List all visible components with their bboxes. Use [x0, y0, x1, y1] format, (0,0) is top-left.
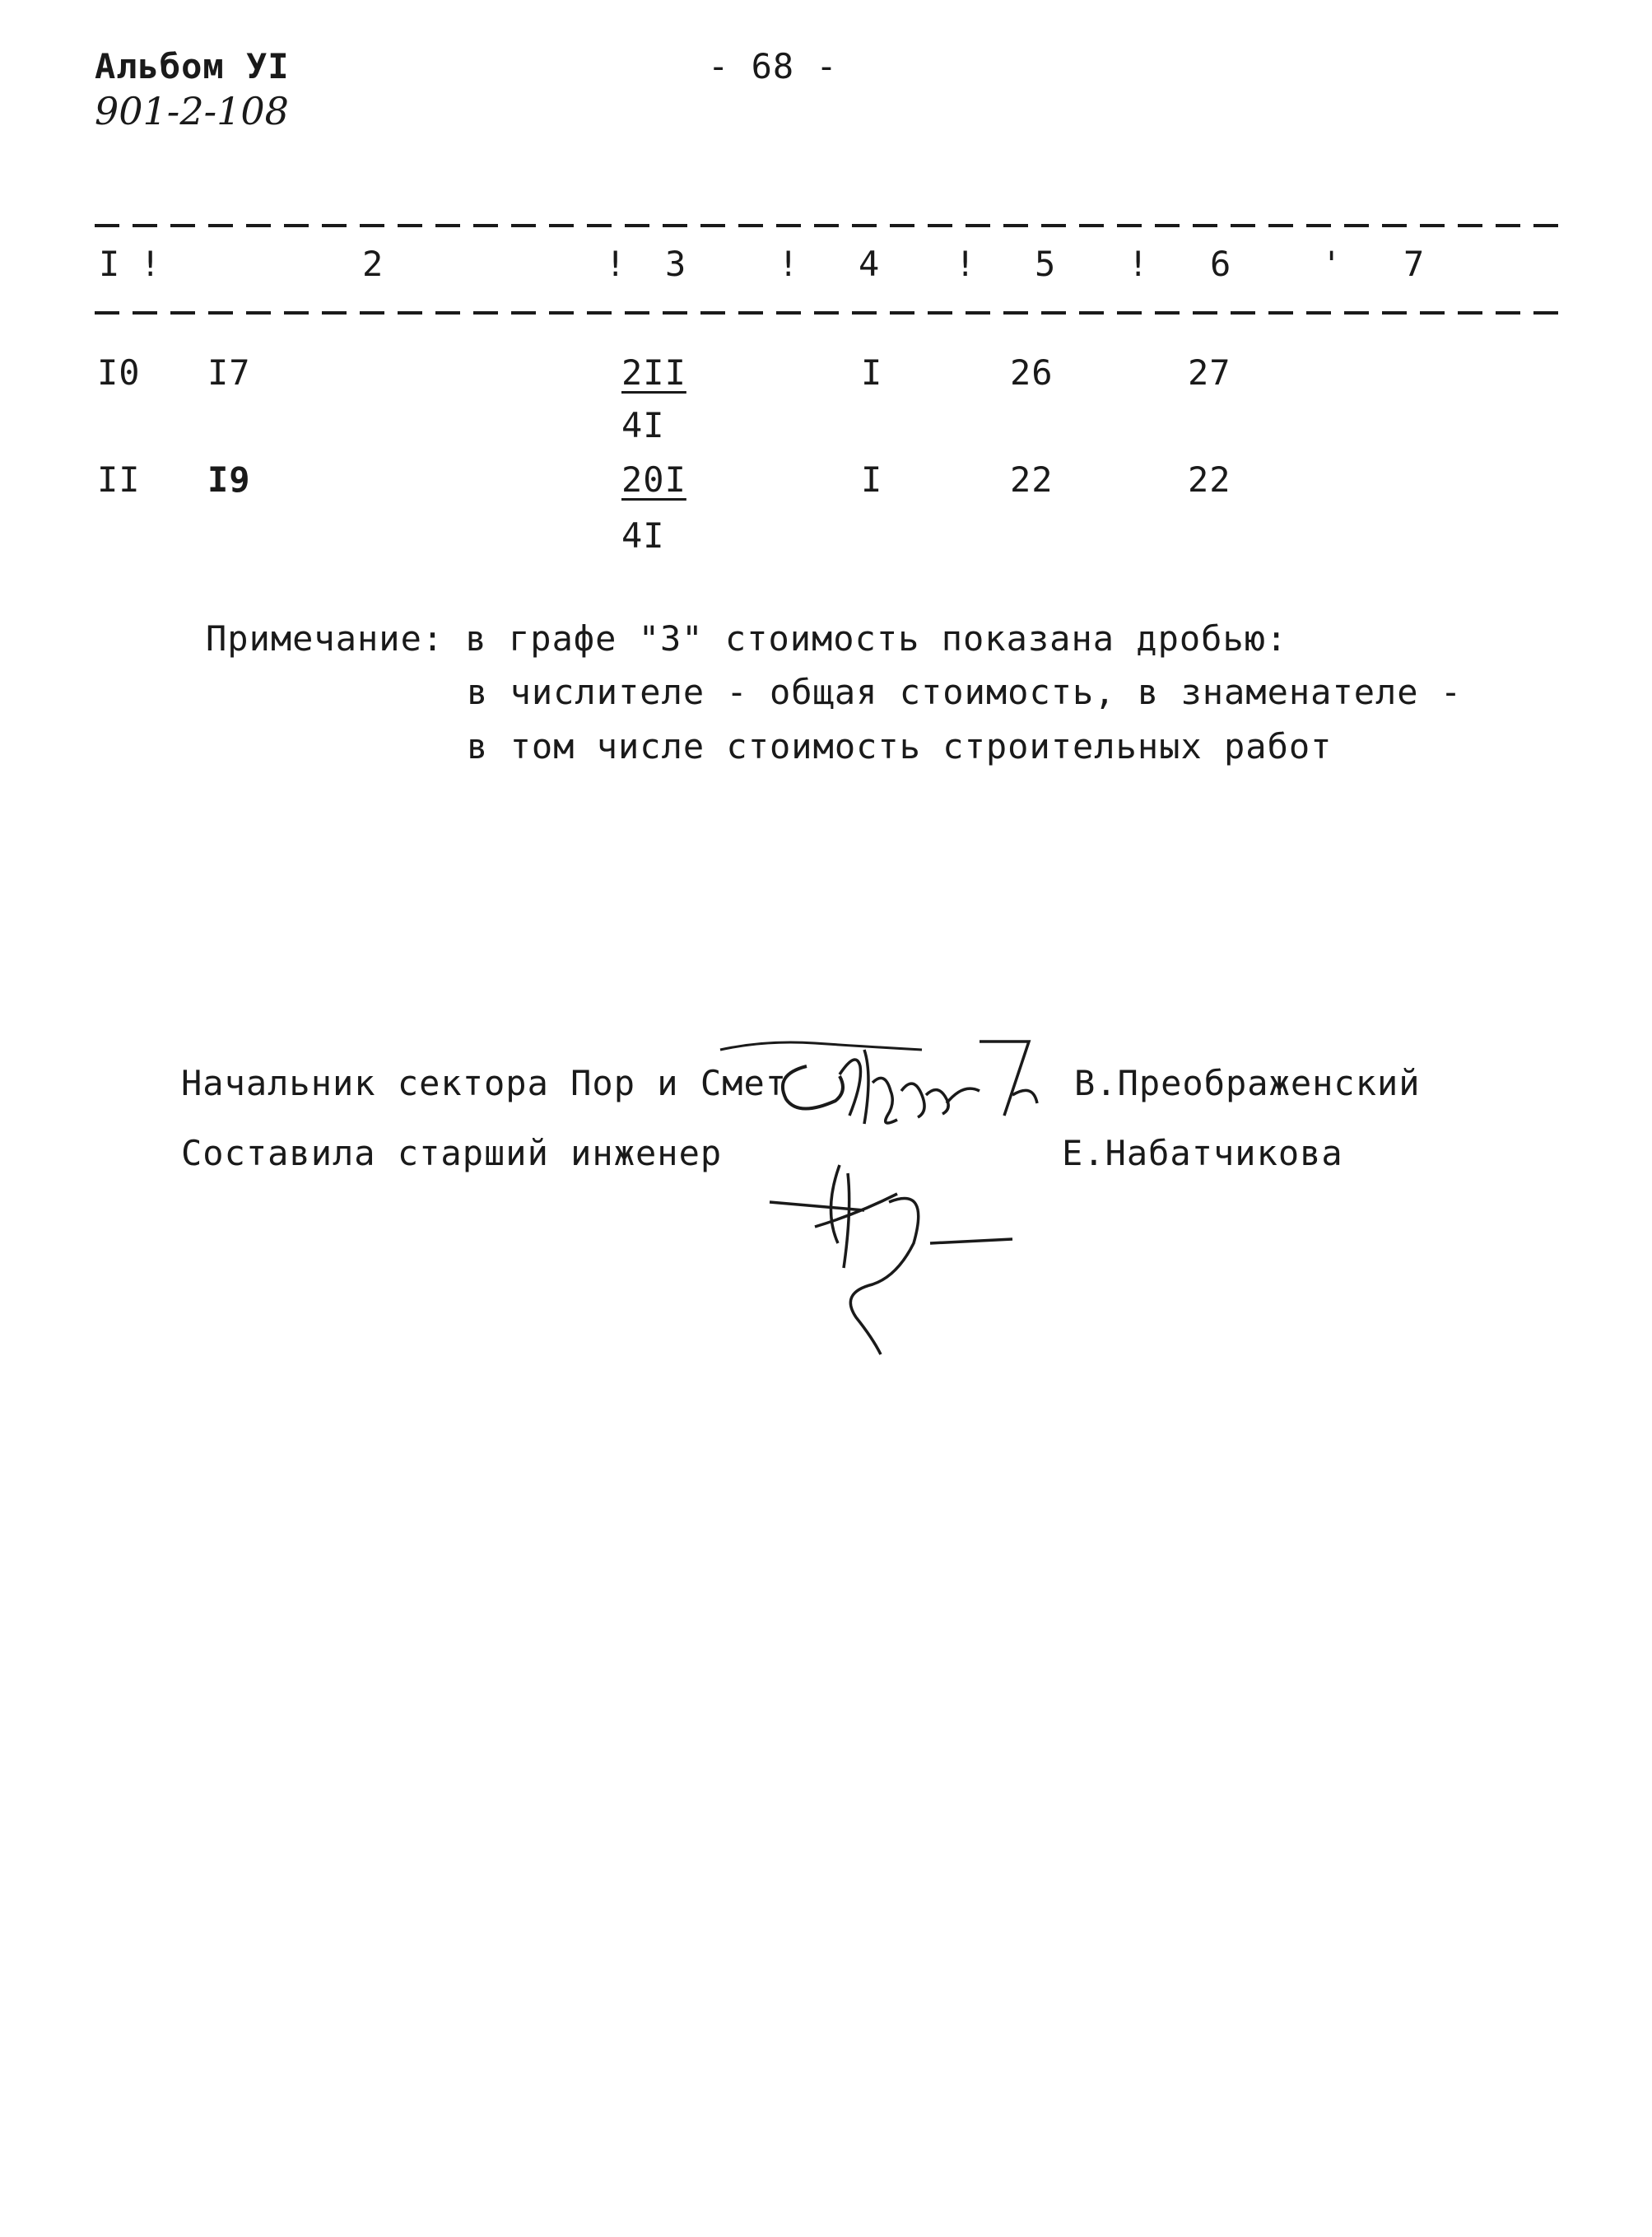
handwritten-code: 901-2-108: [95, 89, 289, 133]
cell-col6: 22: [1188, 459, 1231, 500]
signatory-role: Начальник сектора Пор и Смет: [181, 1063, 788, 1103]
page-number: - 68 -: [708, 46, 838, 86]
table-top-rule: [95, 224, 1560, 227]
column-separator: !: [955, 244, 977, 284]
cell-col3-denominator: 4I: [621, 405, 665, 445]
column-number-1: I: [99, 244, 121, 284]
column-separator: !: [1128, 244, 1150, 284]
table-header-rule: [95, 311, 1560, 315]
cell-col3-numerator: 2II: [621, 352, 686, 393]
cell-col4: I: [861, 459, 883, 500]
note-line: в числителе - общая стоимость, в знаменателе -: [467, 672, 1463, 712]
handwritten-signature-2: [766, 1136, 1062, 1367]
column-separator: !: [140, 244, 162, 284]
cell-col2: I7: [207, 352, 251, 393]
signatory-name: В.Преображенский: [1074, 1063, 1421, 1103]
column-separator: !: [605, 244, 627, 284]
cell-col4: I: [861, 352, 883, 393]
note-line: Примечание: в графе "3" стоимость показана дробью:: [206, 618, 1288, 659]
column-number-6: 6: [1210, 244, 1232, 284]
note-line: в том числе стоимость строительных работ: [467, 726, 1333, 767]
column-number-5: 5: [1035, 244, 1057, 284]
column-separator: !: [778, 244, 800, 284]
cell-col5: 22: [1010, 459, 1054, 500]
column-number-2: 2: [362, 244, 384, 284]
cell-col3-denominator: 4I: [621, 515, 665, 556]
cell-col2: I9: [207, 459, 251, 500]
column-number-4: 4: [859, 244, 881, 284]
cell-col1: I0: [97, 352, 141, 393]
signatory-role: Составила старший инженер: [181, 1133, 723, 1173]
album-label: Альбом УI: [95, 46, 290, 86]
column-separator: ': [1321, 244, 1343, 284]
cell-col3-numerator: 20I: [621, 459, 686, 500]
cell-col6: 27: [1188, 352, 1231, 393]
cell-col1: II: [97, 459, 141, 500]
signatory-name: Е.Набатчикова: [1062, 1133, 1343, 1173]
column-number-3: 3: [665, 244, 687, 284]
column-number-7: 7: [1403, 244, 1426, 284]
cell-col5: 26: [1010, 352, 1054, 393]
